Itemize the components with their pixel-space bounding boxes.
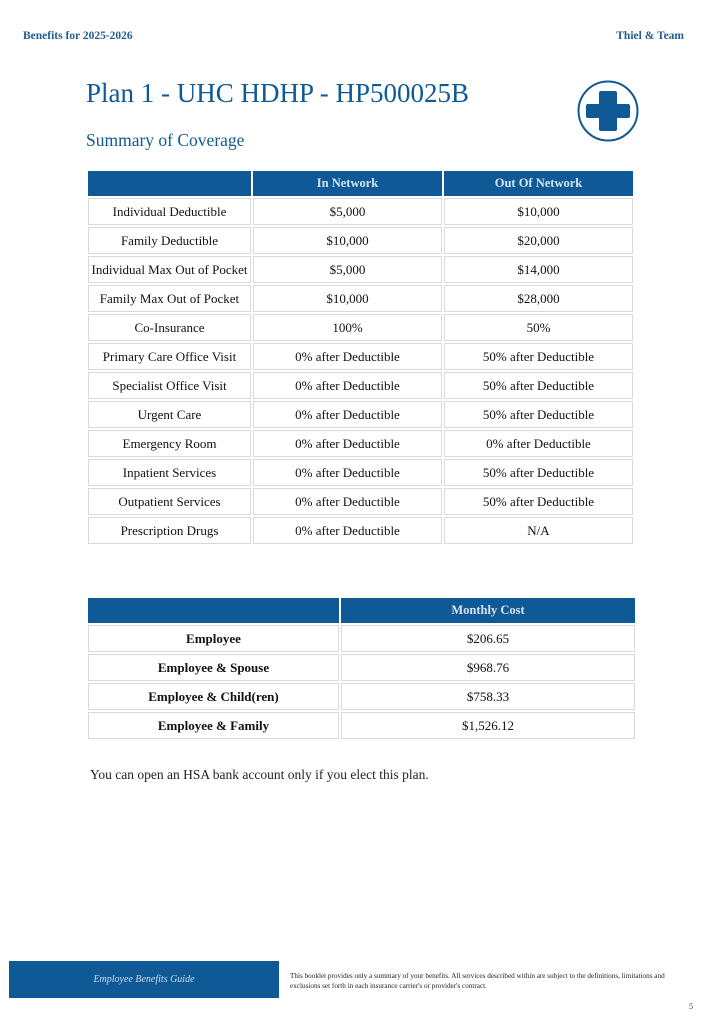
in-network-value: 0% after Deductible xyxy=(253,488,442,515)
benefit-label: Family Deductible xyxy=(88,227,251,254)
coverage-header-in-network: In Network xyxy=(253,171,442,196)
table-row xyxy=(88,683,635,710)
table-row xyxy=(88,314,633,341)
monthly-cost-value: $206.65 xyxy=(341,625,635,652)
table-row xyxy=(88,625,635,652)
in-network-value: 100% xyxy=(253,314,442,341)
page-number: 5 xyxy=(689,1002,693,1011)
benefit-label: Specialist Office Visit xyxy=(88,372,251,399)
in-network-value: 0% after Deductible xyxy=(253,401,442,428)
table-row xyxy=(88,654,635,681)
table-row xyxy=(88,343,633,370)
benefit-label: Primary Care Office Visit xyxy=(88,343,251,370)
out-network-value: $14,000 xyxy=(444,256,633,283)
out-network-value: N/A xyxy=(444,517,633,544)
cost-header-row xyxy=(88,598,635,623)
benefit-label: Co-Insurance xyxy=(88,314,251,341)
benefit-label: Prescription Drugs xyxy=(88,517,251,544)
table-row xyxy=(88,459,633,486)
coverage-tier-label: Employee & Spouse xyxy=(88,654,339,681)
footer-guide-label: Employee Benefits Guide xyxy=(9,961,279,998)
table-row xyxy=(88,198,633,225)
in-network-value: 0% after Deductible xyxy=(253,517,442,544)
in-network-value: $5,000 xyxy=(253,256,442,283)
header-right: Thiel & Team xyxy=(616,30,684,42)
out-network-value: 0% after Deductible xyxy=(444,430,633,457)
benefit-label: Inpatient Services xyxy=(88,459,251,486)
table-row xyxy=(88,401,633,428)
benefit-label: Outpatient Services xyxy=(88,488,251,515)
hsa-note: You can open an HSA bank account only if you elect this plan. xyxy=(90,767,429,782)
out-network-value: 50% after Deductible xyxy=(444,488,633,515)
out-network-value: 50% after Deductible xyxy=(444,372,633,399)
monthly-cost-value: $968.76 xyxy=(341,654,635,681)
monthly-cost-value: $758.33 xyxy=(341,683,635,710)
coverage-header-row xyxy=(88,171,633,196)
table-row xyxy=(88,712,635,739)
coverage-header-blank xyxy=(88,171,251,196)
out-network-value: $20,000 xyxy=(444,227,633,254)
in-network-value: 0% after Deductible xyxy=(253,459,442,486)
out-network-value: 50% xyxy=(444,314,633,341)
table-row xyxy=(88,488,633,515)
cost-header-monthly: Monthly Cost xyxy=(341,598,635,623)
benefit-label: Family Max Out of Pocket xyxy=(88,285,251,312)
coverage-header-out-network: Out Of Network xyxy=(444,171,633,196)
header-left: Benefits for 2025-2026 xyxy=(23,30,133,42)
coverage-tier-label: Employee & Family xyxy=(88,712,339,739)
monthly-cost-table xyxy=(86,596,637,741)
coverage-tier-label: Employee xyxy=(88,625,339,652)
out-network-value: 50% after Deductible xyxy=(444,459,633,486)
footer-disclaimer: This booklet provides only a summary of your benefits. All services described within are subject to the definitions, limitations and exclusions set forth in each insurance carrier's or provider's contract. xyxy=(290,972,665,990)
coverage-table xyxy=(86,169,635,546)
benefit-label: Individual Max Out of Pocket xyxy=(88,256,251,283)
cost-header-blank xyxy=(88,598,339,623)
in-network-value: 0% after Deductible xyxy=(253,343,442,370)
coverage-tier-label: Employee & Child(ren) xyxy=(88,683,339,710)
in-network-value: $10,000 xyxy=(253,285,442,312)
in-network-value: 0% after Deductible xyxy=(253,430,442,457)
out-network-value: $10,000 xyxy=(444,198,633,225)
out-network-value: 50% after Deductible xyxy=(444,401,633,428)
benefit-label: Urgent Care xyxy=(88,401,251,428)
table-row xyxy=(88,227,633,254)
benefit-label: Individual Deductible xyxy=(88,198,251,225)
out-network-value: 50% after Deductible xyxy=(444,343,633,370)
in-network-value: 0% after Deductible xyxy=(253,372,442,399)
table-row xyxy=(88,285,633,312)
monthly-cost-value: $1,526.12 xyxy=(341,712,635,739)
in-network-value: $5,000 xyxy=(253,198,442,225)
table-row xyxy=(88,517,633,544)
section-subtitle: Summary of Coverage xyxy=(86,130,245,150)
out-network-value: $28,000 xyxy=(444,285,633,312)
in-network-value: $10,000 xyxy=(253,227,442,254)
medical-cross-icon xyxy=(577,80,639,142)
table-row xyxy=(88,256,633,283)
table-row xyxy=(88,372,633,399)
table-row xyxy=(88,430,633,457)
benefit-label: Emergency Room xyxy=(88,430,251,457)
page-title: Plan 1 - UHC HDHP - HP500025B xyxy=(86,78,470,108)
